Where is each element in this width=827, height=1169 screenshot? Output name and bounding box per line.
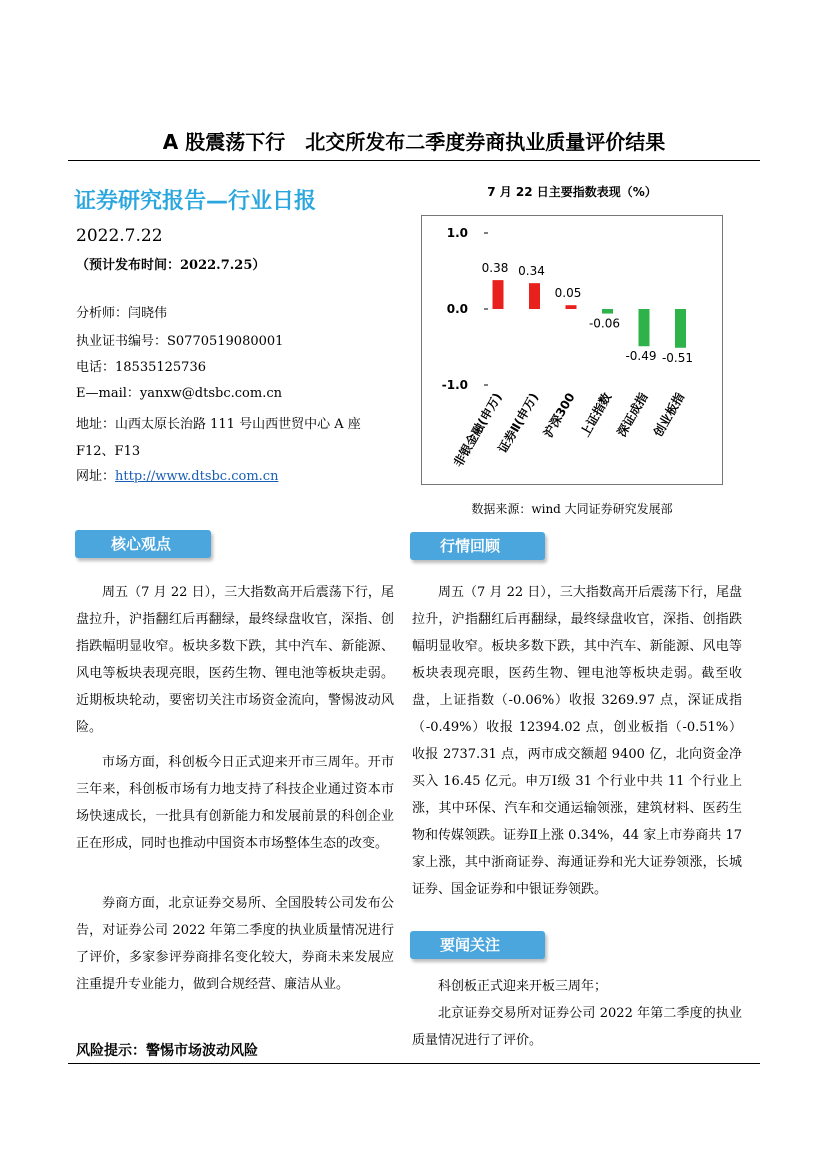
section-core-views [75, 530, 211, 558]
bar-1 [529, 283, 540, 309]
section-news-label: 要闻关注 [440, 936, 501, 954]
chart-frame [421, 215, 723, 485]
category-label-5: 创业板指 [650, 390, 688, 440]
bar-3 [602, 309, 613, 314]
section-market-label: 行情回顾 [440, 537, 501, 555]
y-tick-label: 0.0 [446, 302, 468, 316]
core-paragraph-1: 周五（7 月 22 日），三大指数高开后震荡下行，尾盘拉升，沪指翻红后再翻绿，最终绿盘收官，深指、创指跌幅明显收窄。板块多数下跌，其中汽车、新能源、风电等板块表现亮眼，医药生物、锂电池等板块走弱。近期板块轮动，要密切关注市场资金流向，警惕波动风险。 [76, 585, 394, 735]
footer-rule [68, 1063, 760, 1064]
y-tick-label: -1.0 [441, 378, 468, 392]
category-label-3: 上证指数 [577, 390, 615, 440]
section-news-focus [410, 931, 545, 959]
data-label-2: 0.05 [554, 286, 582, 301]
analyst-phone: 电话：18535125736 [76, 360, 206, 375]
data-label-5: -0.51 [661, 350, 694, 365]
website-link[interactable]: http://www.dtsbc.com.cn [115, 469, 279, 484]
risk-warning: 风险提示：警惕市场波动风险 [76, 1043, 258, 1059]
analyst-email: E—mail：yanxw@dtsbc.com.cn [76, 386, 282, 401]
section-market-review [410, 532, 545, 560]
market-paragraph: 周五（7 月 22 日），三大指数高开后震荡下行，尾盘拉升，沪指翻红后再翻绿，最终绿盘收官，深指、创指跌幅明显收窄。板块多数下跌，其中汽车、新能源、风电等板块表现亮眼，医药生物、锂电池等板块走弱。截至收盘，上证指数（-0.06%）收报 3269.97 点，深证成指（-0.49%）收报 12394.02 点，创业板指（-0.51%）收报 2737.31 点，两市成交额超 9400 亿，北向资金净买入 16.45 亿元。申万Ⅰ级 31 个行业中共 11 个行业上涨，其中环保、汽车和交通运输领涨，建筑材料、医药生物和传媒领跌。证券Ⅱ上涨 0.34%，44 家上市券商共 17 家上涨，其中浙商证券、海通证券和光大证券领涨，长城证券、国金证券和中银证券领跌。 [412, 585, 742, 897]
core-paragraph-2: 市场方面，科创板今日正式迎来开市三周年。开市三年来，科创板市场有力地支持了科技企业通过资本市场快速成长，一批具有创新能力和发展前景的科创企业正在形成，同时也推动中国资本市场整体生态的改变。 [76, 755, 394, 851]
website-label: 网址： [76, 469, 116, 484]
report-type: 证券研究报告—行业日报 [74, 189, 317, 214]
news-item-1: 科创板正式迎来开板三周年； [438, 979, 608, 994]
core-paragraph-3: 券商方面，北京证券交易所、全国股转公司发布公告，对证券公司 2022 年第二季度的执业质量情况进行了评价，多家参评券商排名变化较大，券商未来发展应注重提升专业能力，做到合规经营、廉洁从业。 [76, 896, 394, 992]
analyst-cert: 执业证书编号：S0770519080001 [76, 334, 284, 349]
y-tick-label: 1.0 [446, 226, 468, 240]
data-label-3: -0.06 [588, 316, 621, 331]
bar-2 [566, 305, 577, 309]
category-label-0: 非银金融(申万) [450, 390, 505, 470]
chart-title: 7 月 22 日主要指数表现（%） [487, 185, 657, 199]
index-performance-chart [422, 216, 722, 484]
analyst-address: 地址：山西太原长治路 111 号山西世贸中心 A 座 [76, 417, 361, 432]
header-rule [68, 160, 760, 161]
report-title: A 股震荡下行 北交所发布二季度券商执业质量评价结果 [162, 130, 666, 154]
bar-0 [493, 280, 504, 309]
analyst-name: 分析师：闫晓伟 [76, 306, 168, 321]
report-date: 2022.7.22 [76, 226, 163, 246]
data-label-4: -0.49 [625, 349, 657, 364]
category-label-1: 证券Ⅱ(申万) [495, 390, 542, 456]
bar-4 [639, 309, 650, 346]
category-label-2: 沪深300 [540, 390, 578, 440]
analyst-address-2: F12、F13 [76, 444, 141, 459]
data-label-0: 0.38 [481, 261, 509, 276]
website-row [76, 465, 278, 484]
news-item-2: 北京证券交易所对证券公司 2022 年第二季度的执业质量情况进行了评价。 [412, 1006, 742, 1048]
category-label-4: 深证成指 [614, 390, 651, 440]
chart-source: 数据来源：wind 大同证券研究发展部 [471, 502, 673, 516]
data-label-1: 0.34 [518, 264, 545, 279]
section-core-label: 核心观点 [111, 535, 172, 553]
publish-time: （预计发布时间：2022.7.25） [76, 258, 266, 273]
bar-5 [675, 309, 686, 348]
